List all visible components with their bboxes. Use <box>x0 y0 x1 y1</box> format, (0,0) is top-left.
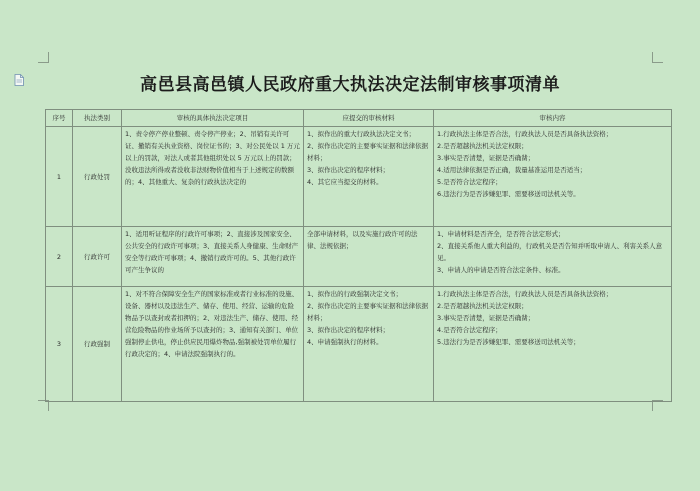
row-materials-text: 1、拟作出的重大行政执法决定文书； 2、拟作出决定的主要事实证据和法律依据材料； 3、拟作出决定的程序材料； 4、其它应当提交的材料。 <box>307 130 429 186</box>
row-number: 3 <box>46 287 73 402</box>
row-content <box>434 127 672 227</box>
table-row <box>46 227 672 287</box>
row-content <box>434 287 672 402</box>
table-header-row <box>46 110 672 127</box>
row-materials <box>304 127 434 227</box>
margin-corner-mark <box>652 52 663 63</box>
row-content <box>434 227 672 287</box>
row-items-text: 1、责令停产停业整顿、责令停产停业；2、吊销有关许可证、撤销有关执业资格、岗位证书的；3、对公民处以 1 万元以上的罚款，对法人或者其他组织处以 5 万元以上的罚款；没收违法所得或者没收非法财物价值相当于上述规定的数额的；4、其他重大、复杂的行政执法决定的 <box>125 130 300 186</box>
row-materials-text: 1、拟作出的行政强制决定文书； 2、拟作出决定的主要事实证据和法律依据材料； 3、拟作出决定的程序材料； 4、申请强制执行的材料。 <box>307 290 429 346</box>
header-category: 执法类别 <box>73 110 122 127</box>
header-materials: 应提交的审核材料 <box>304 110 434 127</box>
table-row <box>46 127 672 227</box>
row-materials <box>304 227 434 287</box>
header-no: 序号 <box>46 110 73 127</box>
row-materials <box>304 287 434 402</box>
row-items <box>122 127 304 227</box>
row-materials-text: 全部申请材料，以及实施行政许可的法律、法规依据； <box>307 230 418 250</box>
header-items: 审核的具体执法决定项目 <box>122 110 304 127</box>
row-items <box>122 287 304 402</box>
row-items-text: 1、适用听证程序的行政许可事项；2、直接涉及国家安全、公共安全的行政许可事项；3、直接关系人身健康、生命财产安全等行政许可事项；4、撤销行政许可的。5、其他行政许可产生争议的 <box>125 230 299 274</box>
row-number: 2 <box>46 227 73 287</box>
header-content: 审核内容 <box>434 110 672 127</box>
row-content-text: 1、申请材料是否齐全，是否符合法定形式； 2、直接关系他人重大利益的，行政机关是否告知并听取申请人、利害关系人意见。 3、申请人的申请是否符合法定条件、标准。 <box>437 230 663 274</box>
row-content-text: 1.行政执法主体是否合法，行政执法人员是否具备执法资格； 2.是否超越执法机关法定权限； 3.事实是否清楚，证据是否确凿； 4.适用法律依据是否正确，裁量基准运用是否适当； 5.是否符合法定程序； 6.违法行为是否涉嫌犯罪、需要移送司法机关等。 <box>437 130 613 198</box>
row-category: 行政处罚 <box>73 127 122 227</box>
row-number: 1 <box>46 127 73 227</box>
row-category: 行政强制 <box>73 287 122 402</box>
row-items-text: 1、对不符合保障安全生产的国家标准或者行业标准的设施、设备、器材以及违法生产、储存、使用、经营、运输的危险物品予以查封或者扣押的；2、对违法生产、储存、使用、经营危险物品的作业场所予以查封的；3、通知有关部门、单位强制停止供电，停止供应民用爆炸物品,强制被处罚单位履行行政决定的；4、申请法院强制执行的。 <box>125 290 299 358</box>
review-items-table <box>45 109 672 402</box>
row-category: 行政许可 <box>73 227 122 287</box>
table-row <box>46 287 672 402</box>
margin-corner-mark <box>38 52 49 63</box>
page-title: 高邑县高邑镇人民政府重大执法决定法制审核事项清单 <box>140 75 560 95</box>
row-content-text: 1.行政执法主体是否合法，行政执法人员是否具备执法资格； 2.是否超越执法机关法定权限； 3.事实是否清楚，证据是否确凿； 4.是否符合法定程序； 5.违法行为是否涉嫌犯罪、需要移送司法机关等； <box>437 290 613 346</box>
row-items <box>122 227 304 287</box>
